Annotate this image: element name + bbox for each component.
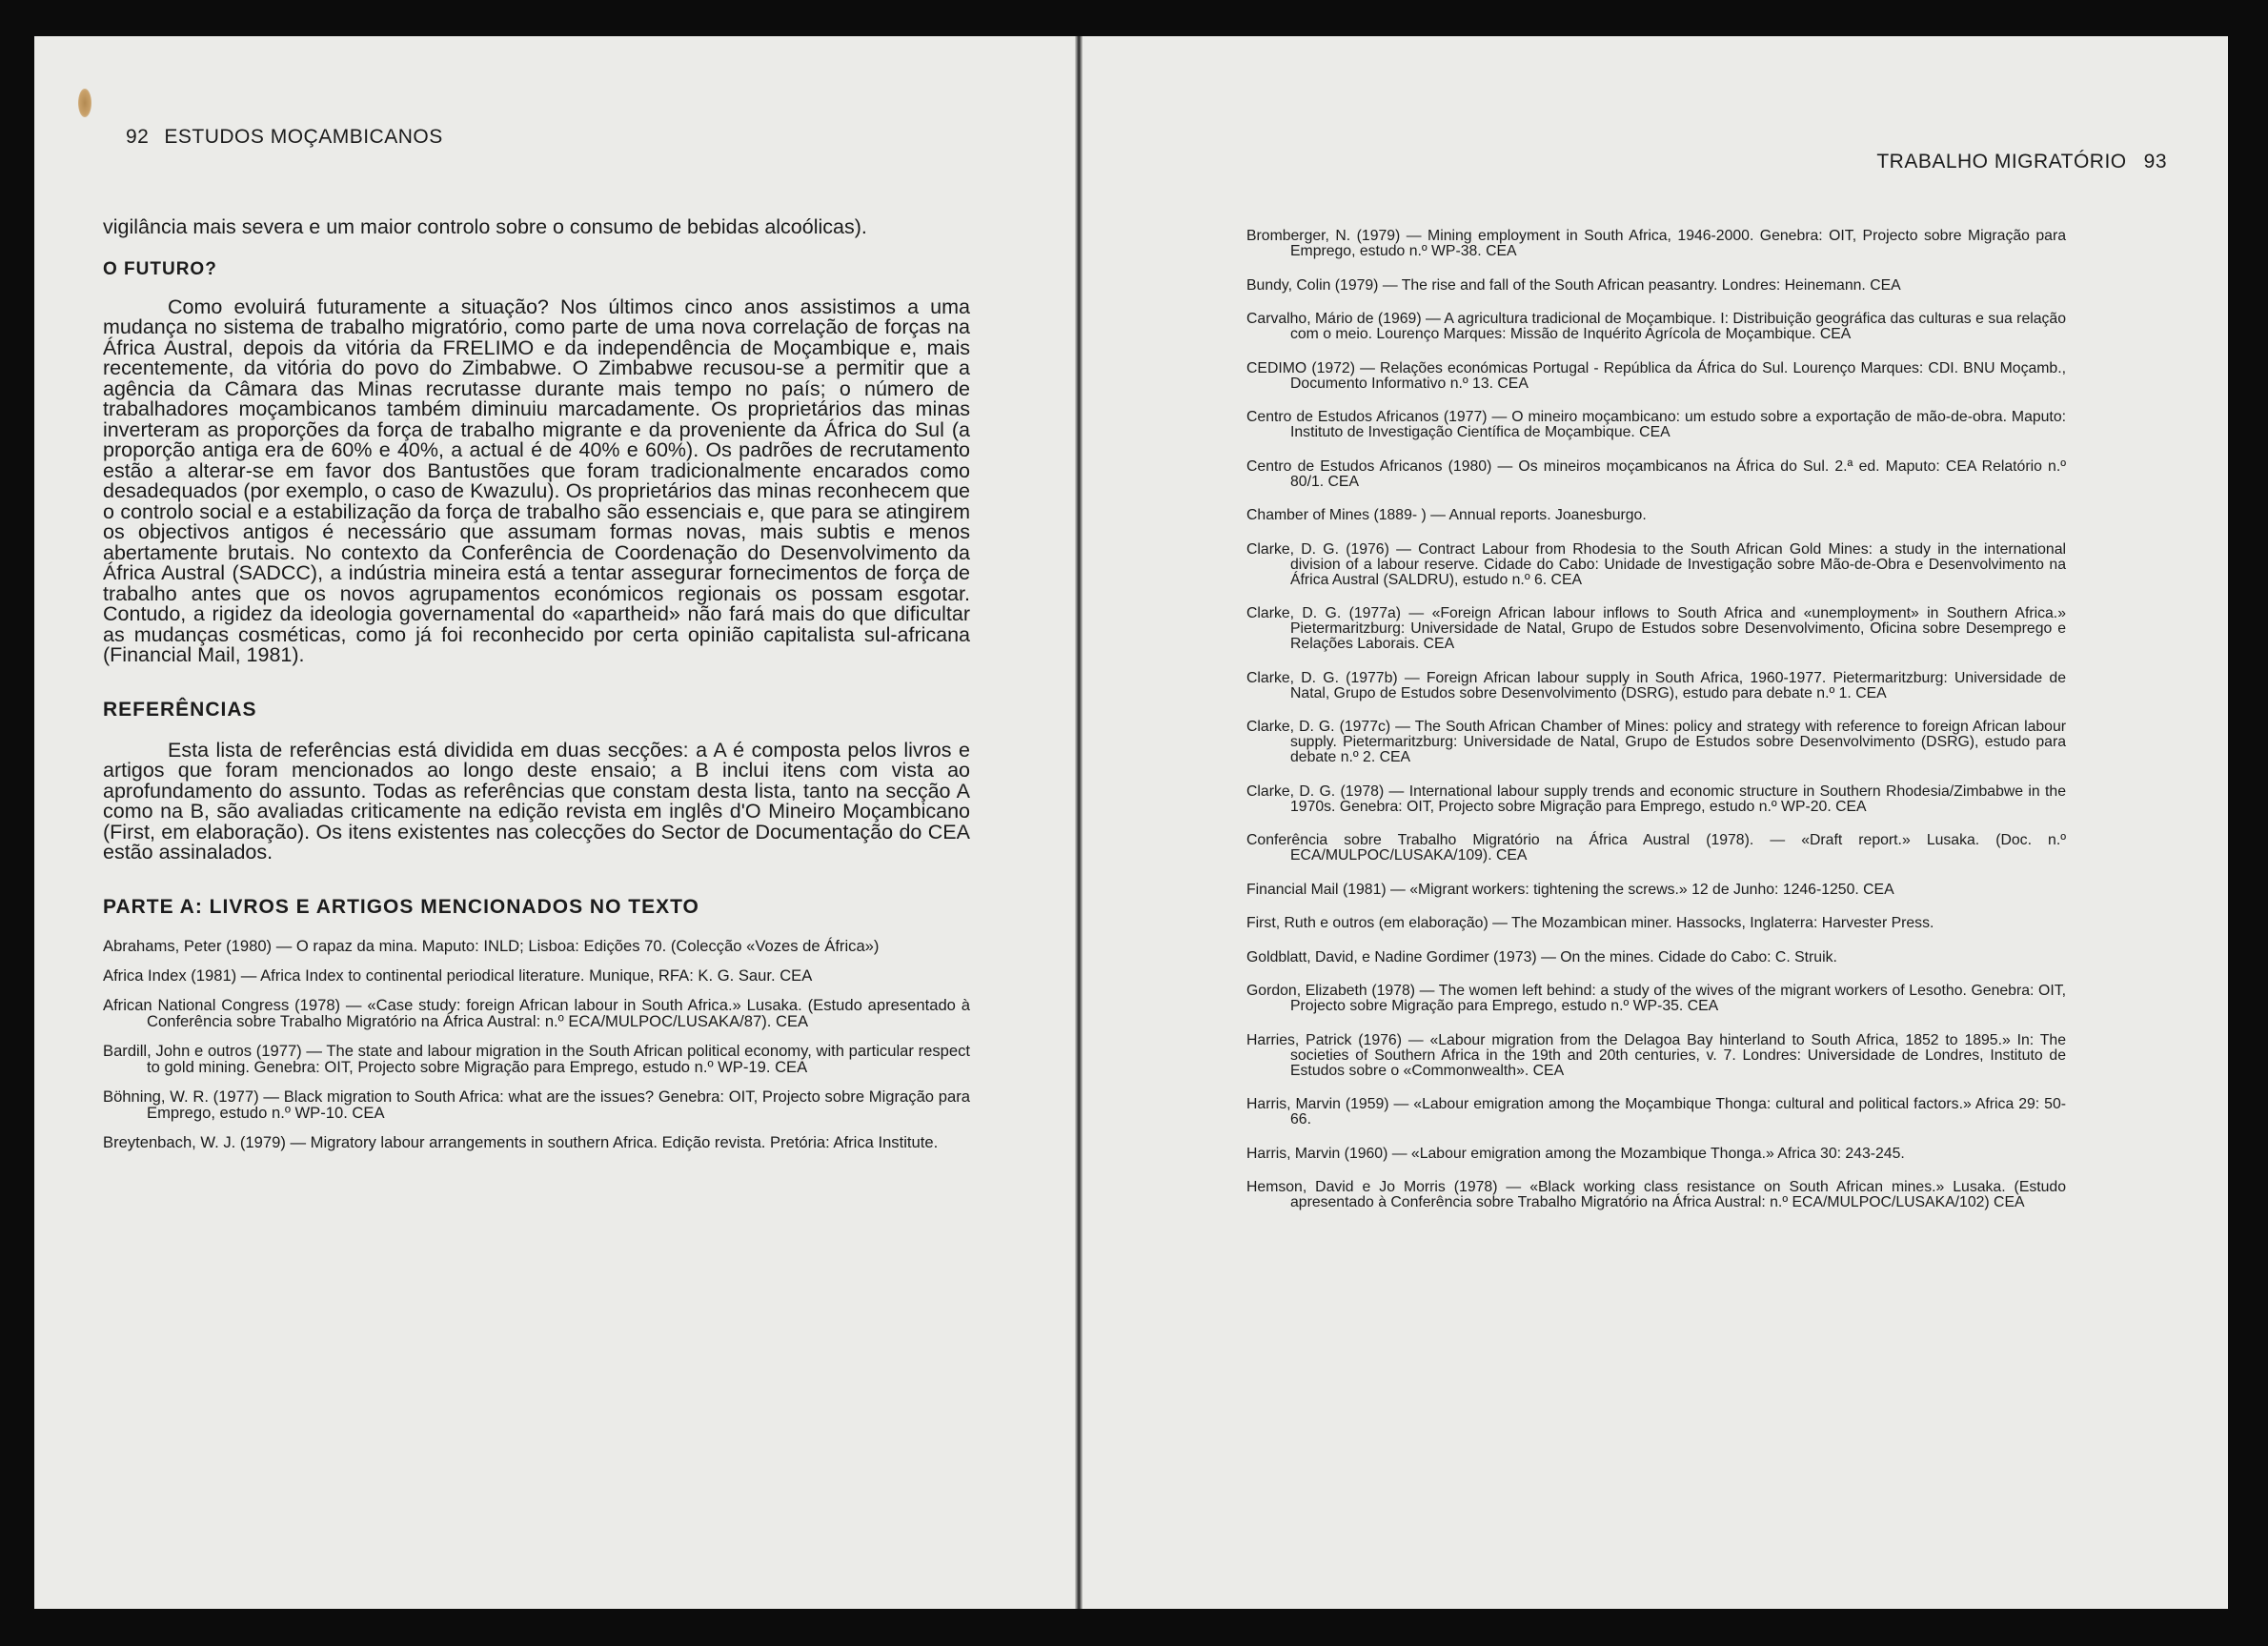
reference-entry: Harries, Patrick (1976) — «Labour migration from the Delagoa Bay hinterland to South Africa, 1852 to 1895.» In: The societies of Southern Africa in the 19th and 20th centuries, v. 7. Londres: Universidade de Londres, Instituto de Estudos sobre o «Commonwealth». CEA (1246, 1031, 2066, 1079)
right-page-number: 93 (2143, 151, 2167, 173)
reference-entry: First, Ruth e outros (em elaboração) — The Mozambican miner. Hassocks, Inglaterra: Harvester Press. (1246, 915, 1934, 931)
right-running-head-title: TRABALHO MIGRATÓRIO (1876, 151, 2127, 173)
reference-entry: Africa Index (1981) — Africa Index to continental periodical literature. Munique, RFA: K. G. Saur. CEA (103, 965, 813, 985)
reference-entry: African National Congress (1978) — «Case study: foreign African labour in South Africa.» Lusaka. (Estudo apresentado à Conferência sobre Trabalho Migratório na África Austral: n.º ECA/MULPOC/LUSAKA/87). CEA (103, 995, 970, 1030)
reference-entry: Clarke, D. G. (1977a) — «Foreign African labour inflows to South Africa and «unemployment» in Southern Africa.» Pietermaritzburg: Universidade de Natal, Grupo de Estudos sobre Desenvolvimento, Oficina sobre Desemprego e Relações Laborais. CEA (1246, 605, 2066, 652)
futuro-paragraph: Como evoluirá futuramente a situação? Nos últimos cinco anos assistimos a uma mudança no sistema de trabalho migratório, como parte de uma nova correlação de forças na África Austral, depois da vitória da FRELIMO e da independência de Moçambique e, mais recentemente, da vitória do povo do Zimbabwe. O Zimbabwe recusou-se a permitir que a agência da Câmara das Minas recrutasse durante mais tempo no país; o número de trabalhadores moçambicanos também diminuiu marcadamente. Os proprietários das minas inverteram as proporções da força de trabalho migrante e da proveniente da África do Sul (a proporção antiga era de 60% e 40%, a actual é de 40% e 60%). Os padrões de recrutamento estão a alterar-se em favor dos Bantustões que foram tradicionalmente encarados como desadequados (por exemplo, o caso de Kwazulu). Os proprietários das minas reconhecem que o controlo social e a estabilização da força de trabalho são essenciais e, que para se atingirem os objectivos antigos é necessário que assumam formas novas, mais subtis e menos abertamente brutais. No contexto da Conferência de Coordenação do Desenvolvimento da África Austral (SADCC), a indústria mineira está a tentar assegurar fornecimentos de força de trabalho antes que os novos agrupamentos económicos regionais os possam esgotar. Contudo, a rigidez da ideologia governamental do «apartheid» não fará mais do que dificultar as mudanças cosméticas, como já foi reconhecido por certa opinião capitalista sul-africana (Financial Mail, 1981). (103, 295, 970, 666)
left-page (34, 36, 1075, 1609)
stain-mark (78, 89, 91, 117)
left-running-head-title: ESTUDOS MOÇAMBICANOS (164, 126, 443, 148)
left-page-content (103, 217, 970, 1164)
opening-paragraph: vigilância mais severa e um maior controlo sobre o consumo de bebidas alcoólicas). (103, 215, 867, 238)
reference-entry: Clarke, D. G. (1976) — Contract Labour from Rhodesia to the South African Gold Mines: a study in the international division of a labour reserve. Cidade do Cabo: Unidade de Investigação sobre Mão-de-Obra e Desenvolvimento na África Austral (SALDRU), estudo n.º 6. CEA (1246, 540, 2066, 588)
book-gutter (1075, 36, 1083, 1609)
right-page (1083, 36, 2228, 1609)
right-running-header (1876, 151, 2167, 173)
reference-entry: Chamber of Mines (1889- ) — Annual reports. Joanesburgo. (1246, 507, 1647, 523)
reference-entry: Bromberger, N. (1979) — Mining employment in South Africa, 1946-2000. Genebra: OIT, Projecto sobre Migração para Emprego, estudo n.º WP-38. CEA (1246, 228, 2066, 259)
reference-entry: Clarke, D. G. (1977b) — Foreign African labour supply in South Africa, 1960-1977. Pietermaritzburg: Universidade de Natal, Grupo de Estudos sobre Desenvolvimento (DSRG), estudo para debate n.º 1. CEA (1246, 669, 2066, 701)
right-page-content (1246, 229, 2066, 1229)
reference-entry: Carvalho, Mário de (1969) — A agricultura tradicional de Moçambique. I: Distribuição geográfica das culturas e sua relação com o meio. Lourenço Marques: Missão de Inquérito Agrícola de Moçambique. CEA (1246, 311, 2066, 342)
reference-entry: CEDIMO (1972) — Relações económicas Portugal - República da África do Sul. Lourenço Marques: CDI. BNU Moçamb., Documento Informativo n.º 13. CEA (1246, 359, 2066, 392)
reference-entry: Centro de Estudos Africanos (1980) — Os mineiros moçambicanos na África do Sul. 2.ª ed. Maputo: CEA Relatório n.º 80/1. CEA (1246, 457, 2066, 490)
reference-entry: Conferência sobre Trabalho Migratório na África Austral (1978). — «Draft report.» Lusaka. (Doc. n.º ECA/MULPOC/LUSAKA/109). CEA (1246, 832, 2066, 864)
book-spread (34, 36, 2228, 1609)
reference-entry: Abrahams, Peter (1980) — O rapaz da mina. Maputo: INLD; Lisboa: Edições 70. (Colecção «Vozes de África») (103, 936, 880, 955)
part-a-heading: PARTE A: LIVROS E ARTIGOS MENCIONADOS NO TEXTO (103, 895, 699, 918)
left-page-number: 92 (126, 126, 150, 148)
referencias-paragraph: Esta lista de referências está dividida em duas secções: a A é composta pelos livros e artigos que foram mencionados ao longo deste ensaio; a B inclui itens com vista ao aprofundamento do assunto. Todas as referências que constam desta lista, tanto na secção A como na B, são avaliadas criticamente na edição revista em inglês d'O Mineiro Moçambicano (First, em elaboração). Os itens existentes nas colecções do Sector de Documentação do CEA estão assinalados. (103, 738, 970, 864)
left-reference-list (103, 938, 970, 1150)
reference-entry: Clarke, D. G. (1977c) — The South African Chamber of Mines: policy and strategy with reference to foreign African labour supply. Pietermaritzburg: Universidade de Natal, Grupo de Estudos sobre Desenvolvimento (DSRG), estudo para debate n.º 2. CEA (1246, 719, 2066, 765)
reference-entry: Harris, Marvin (1960) — «Labour emigration among the Mozambique Thonga.» Africa 30: 243-245. (1246, 1145, 1905, 1162)
reference-entry: Breytenbach, W. J. (1979) — Migratory labour arrangements in southern Africa. Edição revista. Pretória: Africa Institute. (103, 1132, 939, 1151)
reference-entry: Bardill, John e outros (1977) — The state and labour migration in the South African political economy, with particular respect to gold mining. Genebra: OIT, Projecto sobre Migração para Emprego, estudo n.º WP-19. CEA (103, 1041, 970, 1076)
reference-entry: Bundy, Colin (1979) — The rise and fall of the South African peasantry. Londres: Heinemann. CEA (1246, 276, 1901, 294)
reference-entry: Centro de Estudos Africanos (1977) — O mineiro moçambicano: um estudo sobre a exportação de mão-de-obra. Maputo: Instituto de Investigação Científica de Moçambique. CEA (1246, 409, 2066, 440)
reference-entry: Financial Mail (1981) — «Migrant workers: tightening the screws.» 12 de Junho: 1246-1250. CEA (1246, 881, 1894, 898)
reference-entry: Harris, Marvin (1959) — «Labour emigration among the Moçambique Thonga: cultural and political factors.» Africa 29: 50-66. (1246, 1096, 2066, 1128)
reference-entry: Goldblatt, David, e Nadine Gordimer (1973) — On the mines. Cidade do Cabo: C. Struik. (1246, 948, 1837, 965)
reference-entry: Clarke, D. G. (1978) — International labour supply trends and economic structure in Southern Rhodesia/Zimbabwe in the 1970s. Genebra: OIT, Projecto sobre Migração para Emprego, estudo n.º WP-20. CEA (1246, 782, 2066, 815)
left-running-header (126, 126, 443, 149)
section-heading-futuro: O FUTURO? (103, 258, 217, 279)
reference-entry: Böhning, W. R. (1977) — Black migration to South Africa: what are the issues? Genebra: OIT, Projecto sobre Migração para Emprego, estudo n.º WP-10. CEA (103, 1087, 970, 1122)
reference-entry: Hemson, David e Jo Morris (1978) — «Black working class resistance on South African mines.» Lusaka. (Estudo apresentado à Conferência sobre Trabalho Migratório na África Austral: n.º ECA/MULPOC/LUSAKA/102) CEA (1246, 1179, 2066, 1210)
reference-entry: Gordon, Elizabeth (1978) — The women left behind: a study of the wives of the migrant workers of Lesotho. Genebra: OIT, Projecto sobre Migração para Emprego, estudo n.º WP-35. CEA (1246, 983, 2066, 1014)
section-heading-referencias: REFERÊNCIAS (103, 698, 257, 721)
